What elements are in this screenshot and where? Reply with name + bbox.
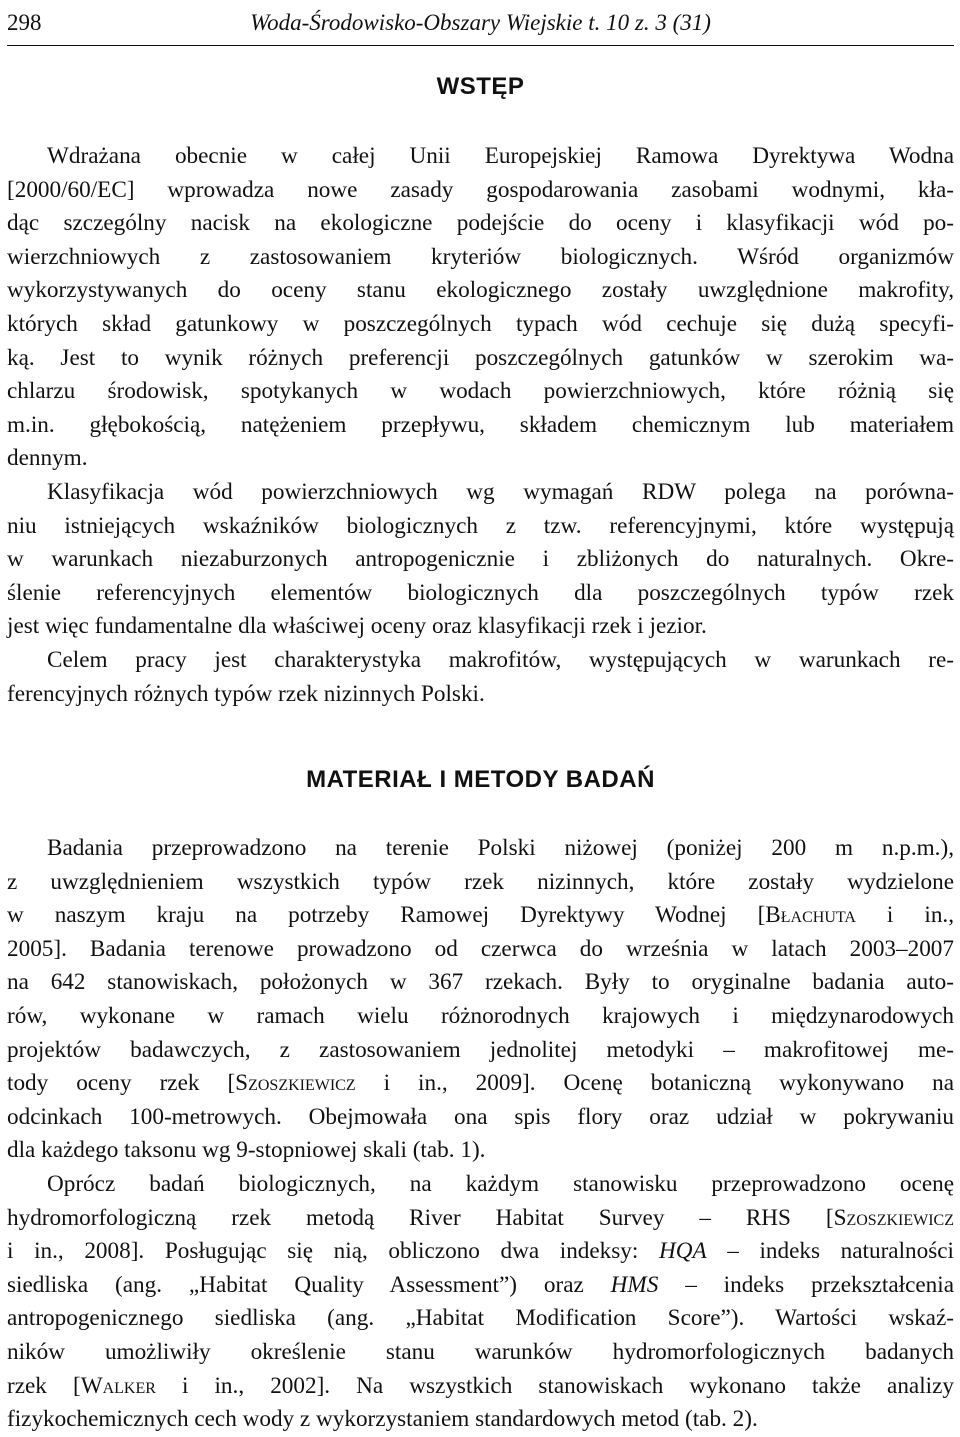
citation-author: zoszkiewicz (248, 1070, 356, 1097)
text-fragment: rzek [W (7, 1372, 103, 1399)
text-fragment: tody oceny rzek [S (7, 1070, 249, 1097)
text-line: Badania przeprowadzono na terenie Polski niżowej (poniżej 200 m n.p.m.), (47, 835, 954, 861)
text-fragment: i in., 2002]. Na wszystkich stanowiskach wykonano także analizy (155, 1372, 954, 1399)
text-fragment: siedliska (ang. „Habitat Quality Assessment”) oraz (7, 1271, 611, 1298)
text-line: Klasyfikacja wód powierzchniowych wg wymagań RDW polega na porówna- (47, 478, 954, 505)
text-line: Celem pracy jest charakterystyka makrofitów, występujących w warunkach re- (47, 646, 954, 673)
text-line: w warunkach niezaburzonych antropogenicznie i zbliżonych do naturalnych. Okre- (7, 546, 954, 573)
text-fragment: w naszym kraju na potrzeby Ramowej Dyrektywy Wodnej [B (7, 902, 781, 929)
text-line: których skład gatunkowy w poszczególnych typach wód cechuje się dużą specyfi- (7, 310, 954, 337)
text-line: chlarzu środowisk, spotykanych w wodach powierzchniowych, które różnią się (7, 378, 954, 405)
text-line: niu istniejących wskaźników biologicznych z tzw. referencyjnymi, które występują (7, 512, 954, 539)
text-fragment: – indeks naturalności (706, 1238, 954, 1265)
text-line: projektów badawczych, z zastosowaniem jednolitej metodyki – makrofitowej me- (7, 1036, 954, 1063)
text-line: 2005]. Badania terenowe prowadzono od czerwca do września w latach 2003–2007 (7, 935, 954, 962)
text-line: ferencyjnych różnych typów rzek nizinnych Polski. (7, 680, 485, 707)
running-header (7, 6, 954, 40)
index-abbreviation: HMS (610, 1271, 659, 1298)
text-fragment: i in., (855, 902, 955, 929)
text-line: dąc szczególny nacisk na ekologiczne podejście do oceny i klasyfikacji wód po- (7, 210, 954, 237)
citation-author: alker (102, 1372, 156, 1399)
text-line: ką. Jest to wynik różnych preferencji poszczególnych gatunków w szerokim wa- (7, 344, 954, 371)
text-line: m.in. głębokością, natężeniem przepływu, składem chemicznym lub materiałem (7, 411, 954, 438)
text-line: dennym. (7, 445, 88, 472)
text-line (7, 1202, 954, 1236)
citation-author: łachuta (780, 902, 856, 929)
text-line (7, 1269, 954, 1303)
text-line: fizykochemicznych cech wody z wykorzystaniem standardowych metod (tab. 2). (7, 1406, 758, 1433)
text-line: ników umożliwiły określenie stanu warunków hydromorfologicznych badanych (7, 1338, 954, 1365)
index-abbreviation: HQA (658, 1238, 707, 1265)
introduction-text (7, 140, 954, 711)
text-line (7, 1370, 954, 1404)
text-line: antropogenicznego siedliska (ang. „Habitat Modification Score”). Wartości wskaź- (7, 1305, 954, 1332)
citation-author: zoszkiewicz (846, 1204, 954, 1231)
text-line: odcinkach 100-metrowych. Obejmowała ona spis flory oraz udział w pokrywaniu (7, 1103, 954, 1130)
text-line: dla każdego taksonu wg 9-stopniowej skali (tab. 1). (7, 1137, 486, 1164)
text-fragment: – indeks przekształcenia (658, 1271, 954, 1298)
text-line: wykorzystywanych do oceny stanu ekologicznego zostały uwzględnione makrofity, (7, 277, 954, 304)
text-line: rów, wykonane w ramach wielu różnorodnych krajowych i międzynarodowych (7, 1002, 954, 1029)
section-heading-materials-methods: MATERIAŁ I METODY BADAŃ (306, 766, 655, 793)
text-line: na 642 stanowiskach, położonych w 367 rzekach. Były to oryginalne badania auto- (7, 969, 954, 996)
text-fragment: hydromorfologiczną rzek metodą River Habitat Survey – RHS [S (7, 1204, 847, 1231)
text-line: Wdrażana obecnie w całej Unii Europejskiej Ramowa Dyrektywa Wodna (47, 143, 954, 169)
text-line: ślenie referencyjnych elementów biologicznych dla poszczególnych typów rzek (7, 579, 954, 606)
text-line (7, 1235, 954, 1269)
text-line: jest więc fundamentalne dla właściwej oceny oraz klasyfikacji rzek i jezior. (7, 613, 707, 640)
journal-title: Woda-Środowisko-Obszary Wiejskie t. 10 z. 3 (31) (250, 10, 711, 35)
page-number: 298 (7, 10, 42, 35)
text-fragment: i in., 2008]. Posługując się nią, obliczono dwa indeksy: (7, 1238, 659, 1265)
text-line: [2000/60/EC] wprowadza nowe zasady gospodarowania zasobami wodnymi, kła- (7, 176, 954, 203)
section-heading-introduction: WSTĘP (436, 73, 525, 100)
text-line: z uwzględnieniem wszystkich typów rzek nizinnych, które zostały wydzielone (7, 868, 954, 895)
text-line (7, 899, 954, 933)
text-line: wierzchniowych z zastosowaniem kryteriów biologicznych. Wśród organizmów (7, 243, 954, 270)
methods-text (7, 832, 954, 1437)
text-line (7, 1067, 954, 1101)
header-rule (7, 45, 954, 46)
text-line: Oprócz badań biologicznych, na każdym stanowisku przeprowadzono ocenę (47, 1170, 954, 1197)
text-fragment: i in., 2009]. Ocenę botaniczną wykonywano na (355, 1070, 955, 1097)
